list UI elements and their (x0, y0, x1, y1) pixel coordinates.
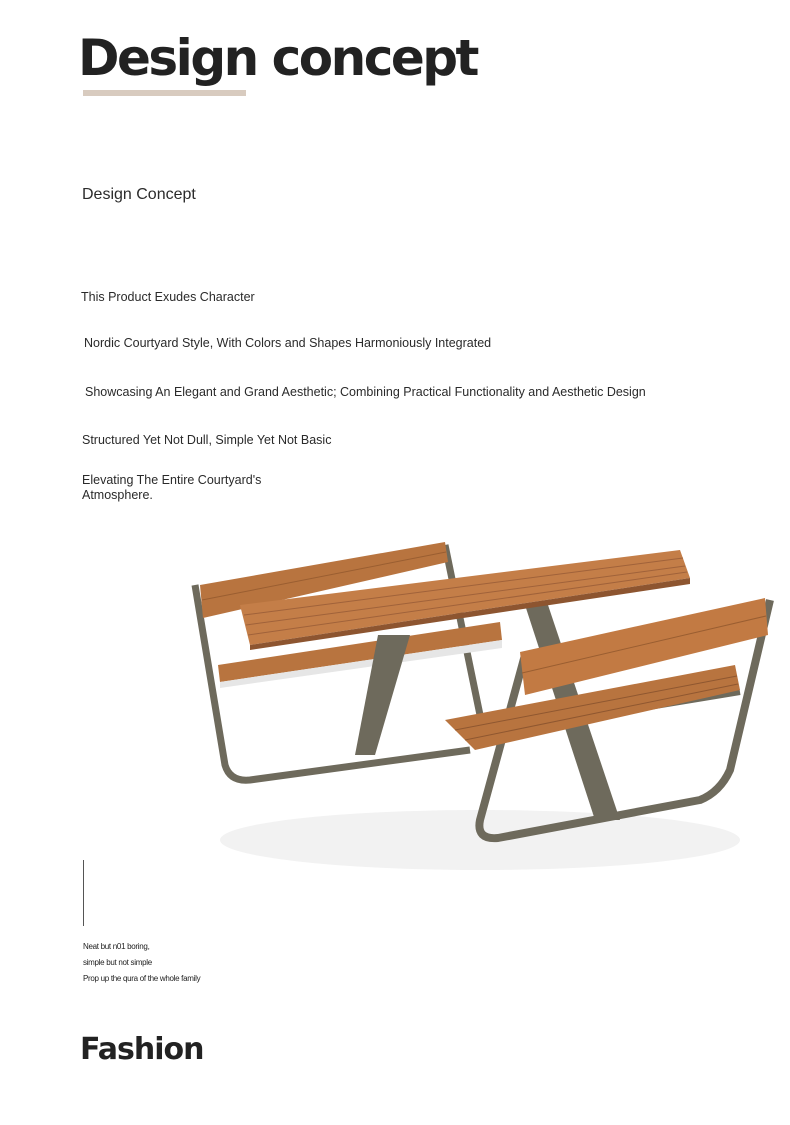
concept-line-5: Elevating The Entire Courtyard's Atmosphere. (82, 473, 262, 502)
picnic-table-image (180, 530, 780, 880)
tagline-line-1: Neat but n01 boring, (83, 942, 150, 951)
page-title: Design concept (78, 29, 477, 87)
fashion-heading: Fashion (80, 1032, 204, 1067)
section-subheading: Design Concept (82, 186, 196, 203)
tagline-line-2: simple but not simple (83, 958, 152, 967)
concept-line-3: Showcasing An Elegant and Grand Aesthetic; Combining Practical Functionality and Aesthetic Design (85, 385, 646, 399)
concept-line-2: Nordic Courtyard Style, With Colors and Shapes Harmoniously Integrated (84, 336, 492, 350)
concept-line-1: This Product Exudes Character (81, 290, 255, 304)
tagline-line-3: Prop up the qura of the whole family (83, 974, 201, 983)
vertical-divider (83, 860, 84, 926)
title-underline (83, 90, 246, 96)
concept-line-4: Structured Yet Not Dull, Simple Yet Not Basic (82, 433, 332, 447)
